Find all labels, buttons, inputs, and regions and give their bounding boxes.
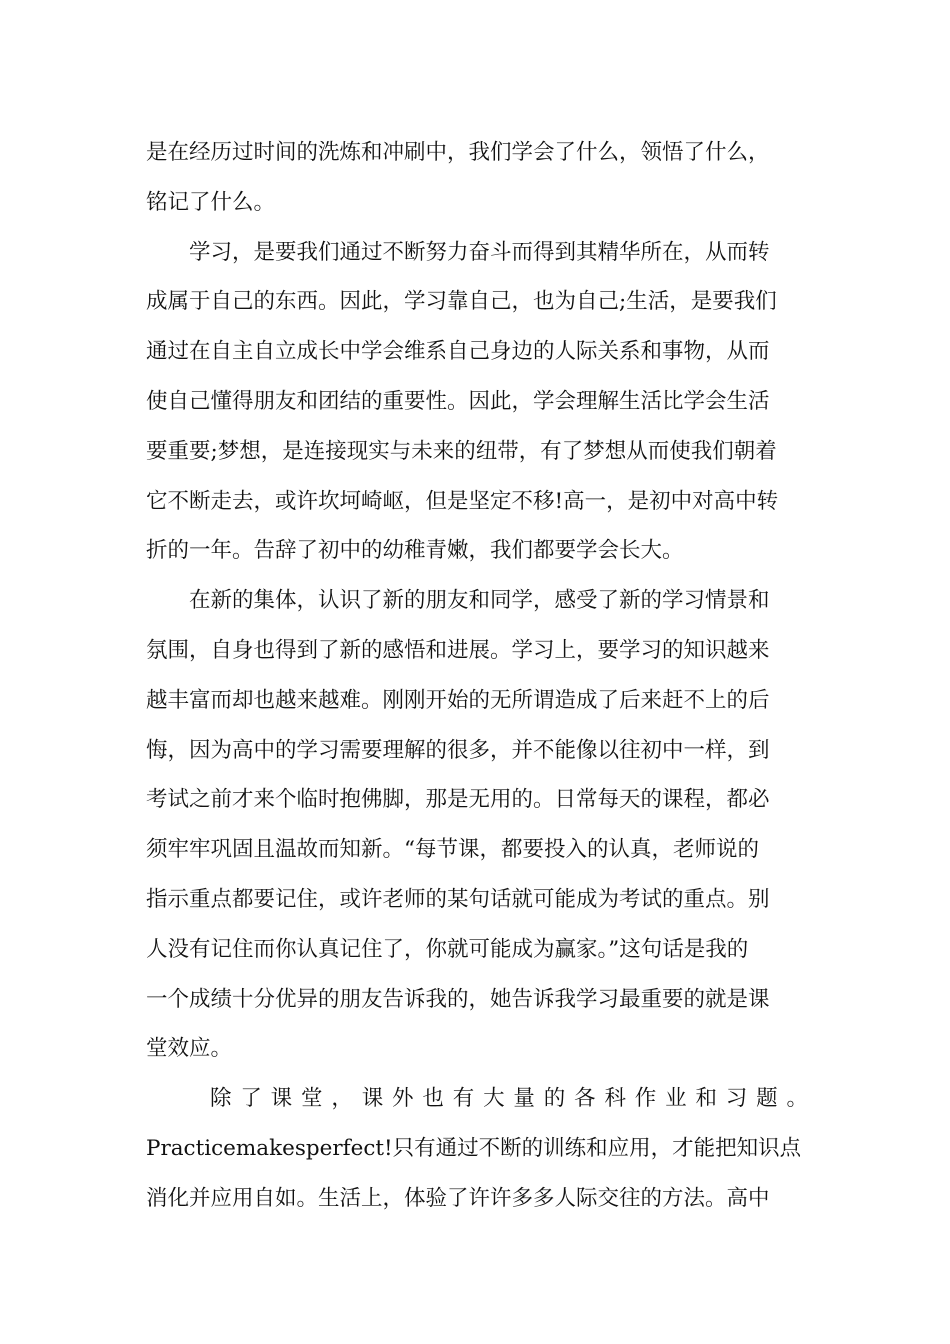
text-line: 氛围，自身也得到了新的感悟和进展。学习上，要学习的知识越来 [146,637,770,663]
text-line: 悔，因为高中的学习需要理解的很多，并不能像以往初中一样，到 [146,737,770,763]
text-line: 一个成绩十分优异的朋友告诉我的，她告诉我学习最重要的就是课 [146,986,770,1012]
text-line: 铭记了什么。 [146,189,276,215]
paragraph-4 [146,1074,808,1223]
text-line: Practicemakesperfect!只有通过不断的训练和应用，才能把知识点 [146,1135,802,1161]
text-line: 指示重点都要记住，或许老师的某句话就可能成为考试的重点。别 [146,886,770,912]
text-line: 人没有记住而你认真记住了，你就可能成为赢家。”这句话是我的 [146,936,749,962]
text-line: 须牢牢巩固且温故而知新。“每节课，都要投入的认真，老师说的 [146,837,759,863]
text-line: 使自己懂得朋友和团结的重要性。因此，学会理解生活比学会生活 [146,388,770,414]
text-line: 除了课堂，课外也有大量的各科作业和习题。 [210,1086,808,1112]
text-line: 堂效应。 [146,1036,233,1062]
text-line: 消化并应用自如。生活上，体验了许许多多人际交往的方法。高中 [146,1185,770,1211]
text-line: 要重要;梦想，是连接现实与未来的纽带，有了梦想从而使我们朝着 [146,438,777,464]
text-line: 折的一年。告辞了初中的幼稚青嫩，我们都要学会长大。 [146,538,684,564]
paragraph-3 [146,576,808,1074]
text-line: 通过在自主自立成长中学会维系自己身边的人际关系和事物，从而 [146,339,770,365]
body-text [146,128,808,1224]
paragraph-2 [146,228,808,577]
text-line: 学习，是要我们通过不断努力奋斗而得到其精华所在，从而转 [189,239,770,265]
text-line: 在新的集体，认识了新的朋友和同学，感受了新的学习情景和 [189,588,770,614]
text-line: 它不断走去，或许坎坷崎岖，但是坚定不移!高一，是初中对高中转 [146,488,779,514]
paragraph-1 [146,128,808,228]
text-line: 越丰富而却也越来越难。刚刚开始的无所谓造成了后来赶不上的后 [146,687,770,713]
text-line: 成属于自己的东西。因此，学习靠自己，也为自己;生活，是要我们 [146,289,777,315]
text-line: 考试之前才来个临时抱佛脚，那是无用的。日常每天的课程，都必 [146,787,770,813]
text-line: 是在经历过时间的洗炼和冲刷中，我们学会了什么，领悟了什么， [146,140,770,165]
